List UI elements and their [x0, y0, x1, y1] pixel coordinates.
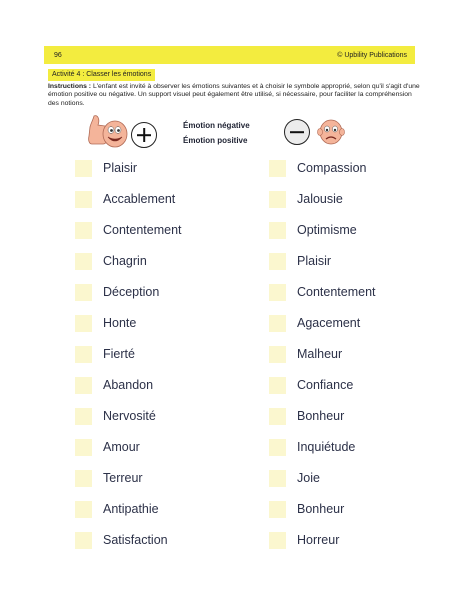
emotion-item — [269, 345, 439, 363]
emotion-label: Agacement — [297, 316, 361, 330]
answer-box[interactable] — [269, 160, 286, 177]
emotion-label: Honte — [103, 316, 137, 330]
emotion-label: Optimisme — [297, 223, 357, 237]
emotion-label: Chagrin — [103, 254, 147, 268]
emotion-item — [269, 469, 439, 487]
instructions-paragraph — [48, 83, 420, 108]
emotion-label: Jalousie — [297, 192, 343, 206]
emotion-label: Antipathie — [103, 502, 159, 516]
instructions-lead: Instructions : — [48, 83, 92, 90]
emotion-label: Plaisir — [297, 254, 332, 268]
answer-box[interactable] — [269, 408, 286, 425]
emotion-label: Horreur — [297, 533, 340, 547]
emotion-item — [269, 221, 439, 239]
emotion-item — [75, 190, 245, 208]
answer-box[interactable] — [269, 532, 286, 549]
emotion-item — [269, 438, 439, 456]
emotion-label: Contentement — [297, 285, 376, 299]
emotion-item — [75, 252, 245, 270]
emotion-item — [269, 314, 439, 332]
emotion-item — [269, 283, 439, 301]
legend-negative: Émotion négative — [183, 121, 250, 130]
happy-face-icon — [86, 112, 130, 150]
answer-box[interactable] — [75, 501, 92, 518]
emotion-label: Nervosité — [103, 409, 156, 423]
answer-box[interactable] — [269, 191, 286, 208]
answer-box[interactable] — [75, 377, 92, 394]
emotion-item — [269, 376, 439, 394]
emotion-label: Compassion — [297, 161, 367, 175]
plus-circle-icon — [131, 122, 157, 148]
answer-box[interactable] — [269, 222, 286, 239]
answer-box[interactable] — [75, 253, 92, 270]
answer-box[interactable] — [269, 439, 286, 456]
emotion-label: Joie — [297, 471, 320, 485]
answer-box[interactable] — [75, 222, 92, 239]
emotion-label: Contentement — [103, 223, 182, 237]
emotion-label: Fierté — [103, 347, 135, 361]
emotion-label: Bonheur — [297, 502, 345, 516]
answer-box[interactable] — [269, 346, 286, 363]
answer-box[interactable] — [269, 315, 286, 332]
answer-box[interactable] — [269, 377, 286, 394]
answer-box[interactable] — [75, 408, 92, 425]
emotion-item — [75, 345, 245, 363]
emotion-item — [75, 531, 245, 549]
emotion-label: Satisfaction — [103, 533, 168, 547]
emotion-label: Confiance — [297, 378, 354, 392]
emotion-item — [75, 221, 245, 239]
answer-box[interactable] — [75, 315, 92, 332]
answer-box[interactable] — [75, 439, 92, 456]
page-header-bar — [44, 46, 415, 64]
answer-box[interactable] — [269, 501, 286, 518]
legend-positive: Émotion positive — [183, 136, 248, 145]
emotion-item — [269, 190, 439, 208]
emotion-item — [75, 376, 245, 394]
answer-box[interactable] — [269, 470, 286, 487]
emotion-item — [75, 314, 245, 332]
answer-box[interactable] — [75, 160, 92, 177]
activity-title: Activité 4 : Classer les émotions — [48, 69, 155, 81]
minus-circle-icon — [284, 119, 310, 145]
emotion-item — [75, 500, 245, 518]
emotion-label: Malheur — [297, 347, 343, 361]
emotion-label: Plaisir — [103, 161, 138, 175]
emotion-item — [269, 407, 439, 425]
emotion-item — [75, 283, 245, 301]
answer-box[interactable] — [75, 532, 92, 549]
answer-box[interactable] — [75, 191, 92, 208]
emotion-item — [75, 438, 245, 456]
symbol-legend — [0, 110, 460, 156]
emotion-item — [269, 500, 439, 518]
emotion-label: Déception — [103, 285, 160, 299]
emotion-item — [269, 252, 439, 270]
emotion-item — [269, 531, 439, 549]
publisher-label: © Upbility Publications — [337, 51, 407, 59]
emotion-item — [269, 159, 439, 177]
emotion-item — [75, 159, 245, 177]
instructions-text: L'enfant est invité à observer les émotions suivantes et à choisir le symbole approprié, selon qu'il s'agit d'une émotion positive ou négative. Un support visuel peut également être utilisé, si nécessaire, pour faciliter la compréhension des notions. — [48, 83, 420, 107]
emotion-label: Terreur — [103, 471, 143, 485]
answer-box[interactable] — [75, 346, 92, 363]
answer-box[interactable] — [269, 284, 286, 301]
emotion-item — [75, 469, 245, 487]
answer-box[interactable] — [75, 470, 92, 487]
sad-face-icon — [316, 118, 346, 146]
page-number: 96 — [54, 51, 62, 59]
emotion-item — [75, 407, 245, 425]
answer-box[interactable] — [75, 284, 92, 301]
emotion-label: Amour — [103, 440, 140, 454]
emotion-label: Abandon — [103, 378, 154, 392]
emotion-label: Bonheur — [297, 409, 345, 423]
emotion-label: Accablement — [103, 192, 176, 206]
emotion-label: Inquiétude — [297, 440, 356, 454]
answer-box[interactable] — [269, 253, 286, 270]
